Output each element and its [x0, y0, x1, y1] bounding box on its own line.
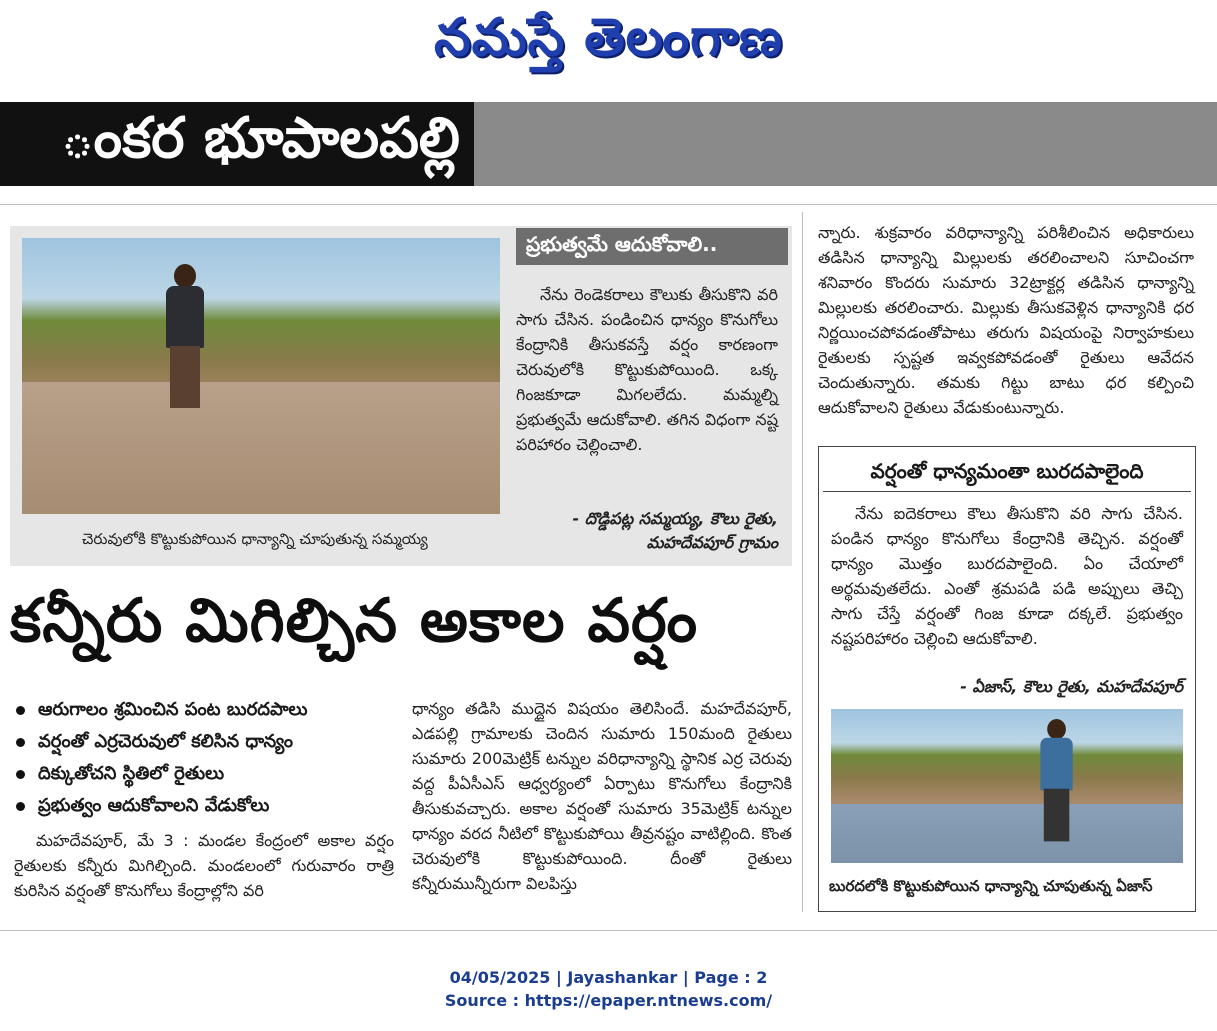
highlight-item: వర్షంతో ఎర్రచెరువులో కలిసిన ధాన్యం — [10, 726, 400, 758]
highlights-list — [10, 694, 400, 822]
masthead — [0, 0, 1217, 92]
article-lead: మహదేవపూర్, మే 3 : మండల కేంద్రంలో అకాల వర్షం రైతులకు కన్నీరు మిగిల్చింది. మండలంలో గురువారం రాత్రి కురిసిన వర్షంతో కొనుగోలు కేంద్రాల్లోని వరి — [14, 831, 394, 900]
farmer-photo-left — [22, 238, 500, 514]
bottom-rule — [0, 930, 1217, 931]
byline-left: - దొడ్డిపట్ల సమ్మయ్య, కౌలు రైతు, మహదేవపూర్ గ్రామం — [572, 509, 778, 552]
newspaper-logo: నమస్తే తెలంగాణ — [434, 8, 783, 68]
article-column-2: ధాన్యం తడిసి ముద్దైన విషయం తెలిసిందే. మహదేవపూర్, ఎడపల్లి గ్రామాలకు చెందిన సుమారు 150మంది రైతులు సుమారు 200మెట్రిక్ టన్నుల వరిధాన్యాన్ని స్థానిక ఎర్ర చెరువు వద్ద పీఏసీఎస్ ఆధ్వర్యంలో ఏర్పాటు కొనుగోలు కేంద్రానికి తీసుకువచ్చారు. అకాల వర్షంతో సుమారు 35మెట్రిక్ టన్నుల ధాన్యం వరద నీటిలో కొట్టుకుపోయి తీవ్రనష్టం వాటిల్లింది. కొంత చెరువులోకి కొట్టుకుపోయింది. దీంతో రైతులు కన్నీరుమున్నీరుగా విలపిస్తు — [412, 699, 792, 893]
edition-meta: 04/05/2025 | Jayashankar | Page : 2 — [449, 968, 768, 987]
quote-text-left: నేను రెండెకరాలు కౌలుకు తీసుకొని వరి సాగు చేసిన. పండించిన ధాన్యం కొనుగోలు కేంద్రానికి తీసుకవస్తే వర్షం కారణంగా చెరువులోకి కొట్టుకుపోయింది. ఒక్క గింజకూడా మిగలలేదు. మమ్మల్ని ప్రభుత్వమే ఆదుకోవాలి. తగిన విధంగా నష్ట పరిహారం చెల్లించాలి. — [516, 285, 778, 454]
highlight-item: ఆరుగాలం శ్రమించిన పంట బురదపాలు — [10, 694, 400, 726]
quote-box-heading-left: ప్రభుత్వమే ఆదుకోవాలి.. — [516, 228, 788, 265]
highlight-item: దిక్కుతోచని స్థితిలో రైతులు — [10, 758, 400, 790]
byline-right: - ఏజాస్, కౌలు రైతు, మహదేవపూర్ — [960, 677, 1183, 696]
column-divider — [802, 212, 803, 912]
footer — [0, 966, 1217, 1012]
top-rule — [0, 204, 1217, 205]
main-headline: కన్నీరు మిగిల్చిన అకాల వర్షం — [10, 586, 699, 656]
right-story-box — [818, 446, 1196, 912]
quote-text-right: నేను ఐదెకరాలు కౌలు తీసుకొని వరి సాగు చేసిన. పండిన ధాన్యం కొనుగోలు కేంద్రానికి తెచ్చిన. వర్షంతో ధాన్యం మొత్తం బురదపాలైంది. ఏం చేయాలో అర్థమవుతలేదు. ఎంతో శ్రమపడి పడి అప్పులు తెచ్చి సాగు చేస్తే వర్షంతో గింజ కూడా దక్కలే. ప్రభుత్వం నష్టపరిహారం చెల్లించి ఆదుకోవాలి. — [831, 504, 1183, 648]
farmer-photo-right — [831, 709, 1183, 863]
section-title: ంకర భూపాలపల్లి — [61, 106, 460, 171]
photo-caption-left: చెరువులోకి కొట్టుకుపోయిన ధాన్యాన్ని చూపుతున్న సమ్మయ్య — [82, 530, 428, 548]
article-column-3: న్నారు. శుక్రవారం వరిధాన్యాన్ని పరిశీలించిన అధికారులు తడిసిన ధాన్యాన్ని మిల్లులకు తరలించాలని సూచించగా శనివారం కొందరు సుమారు 32ట్రాక్టర్ల తడిసిన ధాన్యాన్ని మిల్లులకు తరలించారు. మిల్లుకు తీసుకవెళ్లిన ధాన్యానికి ధర నిర్ణయించపోవడంతోపాటు తరుగు విషయంపై నిర్వాహకులు రైతులకు స్పష్టత ఇవ్వకపోవడంతో రైతులు ఆవేదన చెందుతున్నారు. తమకు గిట్టు బాటు ధర కల్పించి ఆదుకోవాలని రైతులు వేడుకుంటున్నారు. — [818, 223, 1194, 417]
photo-caption-right: బురదలోకి కొట్టుకుపోయిన ధాన్యాన్ని చూపుతున్న ఏజాస్ — [829, 877, 1153, 895]
highlight-item: ప్రభుత్వం ఆదుకోవాలని వేడుకోలు — [10, 790, 400, 822]
source-link[interactable]: Source : https://epaper.ntnews.com/ — [444, 991, 773, 1010]
quote-box-heading-right: వర్షంతో ధాన్యమంతా బురదపాలైంది — [823, 451, 1191, 492]
section-label-block — [0, 102, 474, 186]
